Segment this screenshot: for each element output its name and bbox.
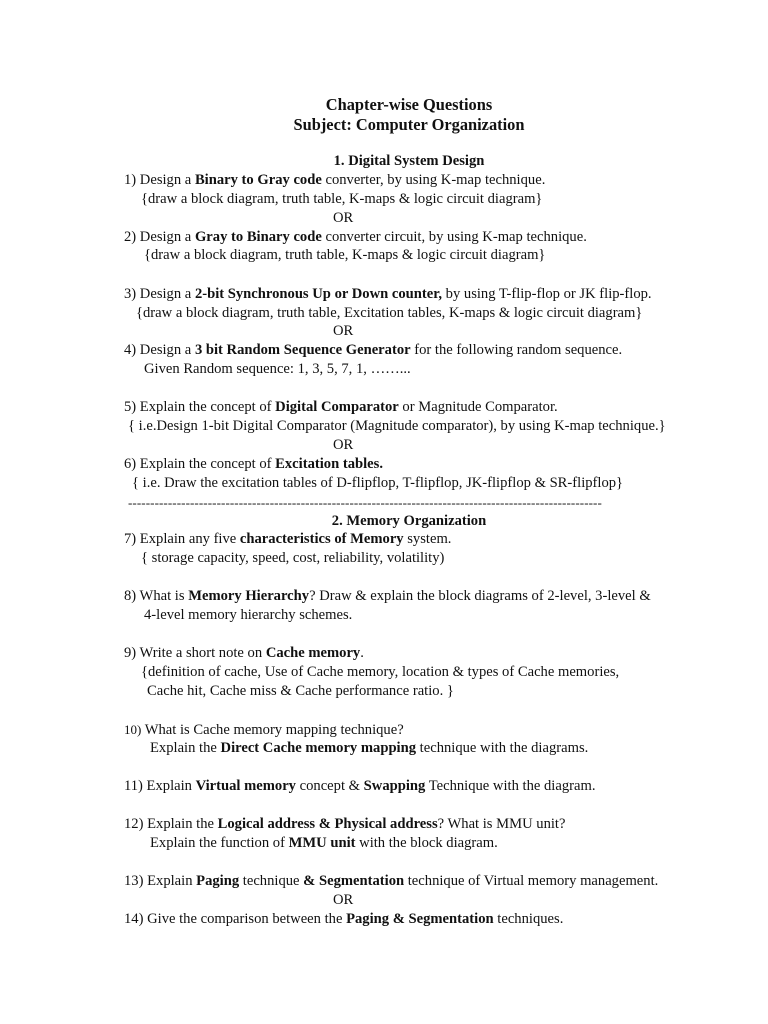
question-line xyxy=(124,872,658,891)
line-text: 5) Explain the concept of xyxy=(124,399,276,415)
line-text: 13) Explain xyxy=(124,873,197,889)
bold-term: Memory Hierarchy xyxy=(188,588,310,604)
bold-term: 2-bit Synchronous Up or Down counter, xyxy=(194,286,442,302)
question-hint xyxy=(128,417,666,436)
question-hint xyxy=(144,246,545,265)
or-separator: OR xyxy=(333,210,354,226)
line-text: Technique with the diagram. xyxy=(425,778,596,794)
bold-term: Gray to Binary code xyxy=(194,229,322,245)
page-subtitle: Subject: Computer Organization xyxy=(293,115,525,134)
section-heading: 1. Digital System Design xyxy=(333,153,485,169)
bold-term: Logical address & Physical address xyxy=(217,816,438,832)
line-text: 2) Design a xyxy=(124,229,195,245)
question-line xyxy=(124,341,622,360)
question-line-continued xyxy=(144,606,352,625)
bold-term: Virtual memory xyxy=(195,778,296,794)
line-text: . xyxy=(360,645,364,661)
line-text: converter, by using K-map technique. xyxy=(321,172,546,188)
bold-term: Binary to Gray code xyxy=(194,172,322,188)
line-text: Given Random sequence: 1, 3, 5, 7, 1, ……... xyxy=(144,361,411,377)
question-hint xyxy=(141,663,619,682)
page-title: Chapter-wise Questions xyxy=(325,95,493,114)
question-line xyxy=(124,398,558,417)
question-line-continued xyxy=(150,834,498,853)
line-text: What is Cache memory mapping technique? xyxy=(141,722,404,738)
question-line xyxy=(124,171,545,190)
line-text: {draw a block diagram, truth table, K-maps & logic circuit diagram} xyxy=(141,191,543,207)
line-text: technique with the diagrams. xyxy=(416,740,589,756)
question-line xyxy=(124,777,595,796)
or-separator: OR xyxy=(333,437,354,453)
line-text: ? Draw & explain the block diagrams of 2-level, 3-level & xyxy=(309,588,651,604)
line-text: with the block diagram. xyxy=(355,835,498,851)
line-text: 7) Explain any five xyxy=(124,531,240,547)
line-text: for the following random sequence. xyxy=(410,342,623,358)
question-line xyxy=(124,910,563,929)
line-text: { i.e. Draw the excitation tables of D-flipflop, T-flipflop, JK-flipflop & SR-flipflop} xyxy=(132,475,624,491)
line-text: {draw a block diagram, truth table, K-maps & logic circuit diagram} xyxy=(144,247,546,263)
line-text: 4-level memory hierarchy schemes. xyxy=(144,607,353,623)
line-text: { i.e.Design 1-bit Digital Comparator (Magnitude comparator), by using K-map technique.} xyxy=(128,418,666,434)
line-text: 1) Design a xyxy=(124,172,195,188)
question-hint xyxy=(141,549,444,568)
line-text: 4) Design a xyxy=(124,342,195,358)
section-heading: 2. Memory Organization xyxy=(331,513,487,529)
line-text: technique of Virtual memory management. xyxy=(404,873,659,889)
question-line xyxy=(124,285,652,304)
section-divider: ----------------------------------------------------------------------------------------------------------- xyxy=(128,495,602,510)
bold-term: Paging xyxy=(196,873,240,889)
line-text: {draw a block diagram, truth table, Excitation tables, K-maps & logic circuit diagram} xyxy=(136,305,643,321)
line-text: 11) Explain xyxy=(124,778,196,794)
bold-term: Cache memory xyxy=(265,645,361,661)
line-text: or Magnitude Comparator. xyxy=(398,399,558,415)
line-text: { storage capacity, speed, cost, reliability, volatility) xyxy=(141,550,445,566)
or-separator: OR xyxy=(333,323,354,339)
question-hint xyxy=(132,474,623,493)
line-text: converter circuit, by using K-map technique. xyxy=(321,229,587,245)
line-text: 9) Write a short note on xyxy=(124,645,266,661)
bold-term: & Segmentation xyxy=(303,873,405,889)
question-hint xyxy=(144,360,411,379)
question-line xyxy=(124,530,451,549)
question-line xyxy=(124,587,651,606)
bold-term: Swapping xyxy=(363,778,426,794)
line-text: 10) xyxy=(124,722,142,737)
line-text: Explain the xyxy=(150,740,221,756)
line-text: 8) What is xyxy=(124,588,189,604)
question-line xyxy=(124,455,383,474)
line-text: ? What is MMU unit? xyxy=(437,816,566,832)
bold-term: Digital Comparator xyxy=(275,399,399,415)
line-text: concept & xyxy=(295,778,364,794)
line-text: system. xyxy=(403,531,452,547)
bold-term: Excitation tables. xyxy=(275,456,383,472)
question-hint xyxy=(147,682,454,701)
question-line xyxy=(124,815,565,834)
line-text: {definition of cache, Use of Cache memory, location & types of Cache memories, xyxy=(141,664,620,680)
line-text: technique xyxy=(239,873,304,889)
line-text: 14) Give the comparison between the xyxy=(124,911,347,927)
bold-term: characteristics of Memory xyxy=(239,531,404,547)
line-text: 3) Design a xyxy=(124,286,195,302)
question-hint xyxy=(141,190,542,209)
line-text: Explain the function of xyxy=(150,835,289,851)
question-line xyxy=(124,644,364,663)
question-line xyxy=(124,720,404,740)
line-text: by using T-flip-flop or JK flip-flop. xyxy=(442,286,652,302)
or-separator: OR xyxy=(333,892,354,908)
line-text: techniques. xyxy=(493,911,564,927)
bold-term: Paging & Segmentation xyxy=(346,911,494,927)
bold-term: MMU unit xyxy=(288,835,356,851)
line-text: 6) Explain the concept of xyxy=(124,456,276,472)
question-line xyxy=(124,228,587,247)
line-text: 12) Explain the xyxy=(124,816,218,832)
bold-term: 3 bit Random Sequence Generator xyxy=(194,342,411,358)
line-text: Cache hit, Cache miss & Cache performance ratio. } xyxy=(147,683,454,699)
bold-term: Direct Cache memory mapping xyxy=(220,740,417,756)
question-hint xyxy=(136,304,642,323)
question-line-continued xyxy=(150,739,588,758)
